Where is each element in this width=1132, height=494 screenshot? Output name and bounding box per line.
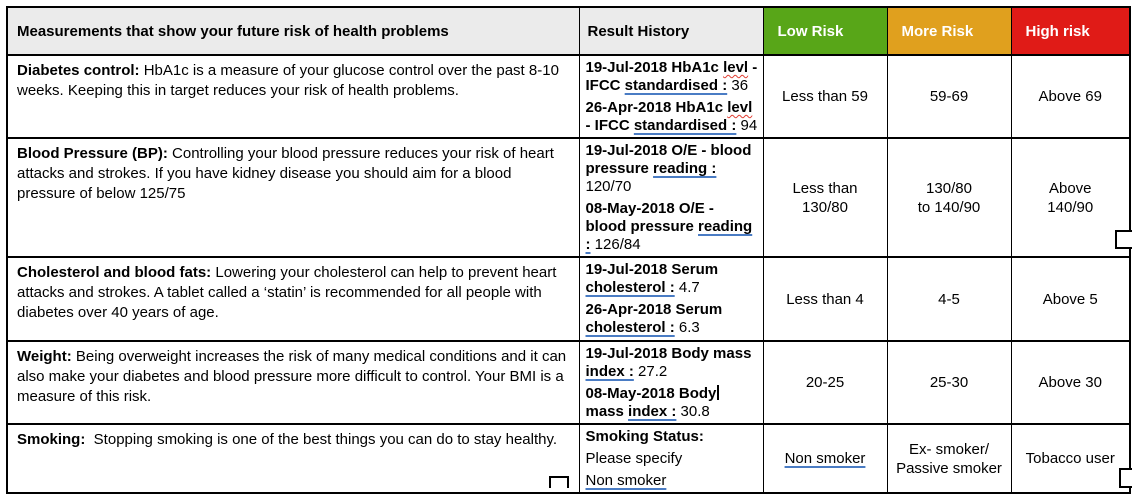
risk-range-line: 59-69: [929, 88, 969, 105]
table-resize-handle-corner[interactable]: [1119, 468, 1132, 488]
result-text: 126/84: [590, 236, 641, 253]
more-risk-value-diabetes-control: [887, 55, 1011, 138]
table-row-diabetes-control: [7, 55, 1130, 138]
risk-range-line: 25-30: [929, 374, 969, 391]
result-line: [586, 450, 759, 468]
result-history-diabetes-control: [579, 55, 763, 138]
result-entry: [586, 385, 759, 421]
result-text: - IFCC: [585, 117, 634, 134]
result-text: 30.8: [676, 403, 710, 420]
result-text: 6.3: [674, 319, 700, 336]
result-text: 08-May-2018 Body: [585, 385, 717, 402]
result-line: [586, 428, 759, 446]
result-text: blood pressure: [585, 218, 699, 235]
result-line: [586, 117, 759, 135]
risk-range-line: Ex- smoker/: [908, 440, 989, 458]
column-header-result-history: Result History: [579, 7, 763, 55]
high-risk-value-blood-pressure: [1011, 138, 1130, 257]
result-entry: [586, 200, 759, 254]
result-text: Please specify: [585, 450, 683, 467]
result-text: IFCC: [585, 77, 625, 94]
result-text: 27.2: [633, 363, 668, 380]
table-row-weight: [7, 341, 1130, 424]
result-line: [586, 59, 759, 77]
result-line: [586, 261, 759, 279]
result-history-smoking: [579, 424, 763, 493]
result-line: [586, 200, 759, 218]
clinical-term-link[interactable]: standardised :: [624, 77, 728, 94]
low-risk-value-blood-pressure: [763, 138, 887, 257]
result-text: 19-Jul-2018 Serum: [585, 261, 719, 278]
result-history-weight: [579, 341, 763, 424]
risk-range-line: 4-5: [938, 290, 960, 308]
result-text: 94: [736, 117, 758, 134]
measurement-text: HbA1c is a measure of your glucose control over the past 8-10 weeks. Keeping this in target reduces your risk of health problems.: [17, 62, 559, 99]
result-text: 19-Jul-2018 Body mass: [585, 345, 752, 362]
column-header-low-risk: Low Risk: [763, 7, 887, 55]
measurement-text: Controlling your blood pressure reduces your risk of heart attacks and strokes. If you have kidney disease you should aim for a blood pressure of below 125/75: [17, 145, 554, 202]
table-resize-handle-bottom[interactable]: [549, 476, 569, 488]
result-text: Smoking Status:: [585, 428, 704, 445]
result-text: 08-May-2018 O/E -: [585, 200, 714, 217]
risk-range-line: Less than 4: [786, 290, 864, 308]
low-risk-value-cholesterol: [763, 257, 887, 341]
result-text: levl: [723, 59, 749, 76]
clinical-term-link[interactable]: standardised :: [633, 117, 737, 134]
clinical-term-link[interactable]: :: [585, 236, 591, 253]
result-text: levl: [727, 99, 753, 116]
result-text: 26-Apr-2018 Serum: [585, 301, 723, 318]
result-entry: [586, 428, 759, 446]
risk-range-line: Tobacco user: [1025, 450, 1115, 467]
measurement-label: Cholesterol and blood fats:: [17, 264, 212, 281]
risk-range-line: Above 30: [1038, 374, 1102, 391]
health-risk-table: [6, 6, 1131, 494]
result-text: 36: [727, 77, 749, 94]
result-line: [586, 160, 759, 178]
result-entry: [586, 261, 759, 297]
more-risk-value-cholesterol: [887, 257, 1011, 341]
risk-range-line: 20-25: [805, 374, 845, 391]
high-risk-value-diabetes-control: [1011, 55, 1130, 138]
column-header-measurements: Measurements that show your future risk of health problems: [7, 7, 579, 55]
risk-table-body: [7, 55, 1130, 493]
risk-range-line: 130/80: [926, 179, 972, 197]
result-entry: [586, 99, 759, 135]
low-risk-value-smoking: [763, 424, 887, 493]
result-entry: [586, 59, 759, 95]
table-row-blood-pressure: [7, 138, 1130, 257]
result-text: -: [748, 59, 758, 76]
result-entry: [586, 345, 759, 381]
high-risk-value-cholesterol: [1011, 257, 1130, 341]
result-text: pressure: [585, 160, 654, 177]
more-risk-value-blood-pressure: [887, 138, 1011, 257]
risk-range-line: Less than 59: [782, 88, 868, 105]
result-entry: [586, 142, 759, 196]
table-row-cholesterol: [7, 257, 1130, 341]
measurement-text: Lowering your cholesterol can help to prevent heart attacks and strokes. A tablet called a ‘statin’ is recommended for all people with diabetes over 40 years of age.: [17, 264, 557, 321]
result-entry: [586, 450, 759, 468]
table-header-row: [7, 7, 1130, 55]
high-risk-value-weight: [1011, 341, 1130, 424]
result-line: [586, 178, 759, 196]
measurement-text: Stopping smoking is one of the best things you can do to stay healthy.: [85, 431, 558, 448]
result-line: [586, 319, 759, 337]
result-line: [586, 236, 759, 254]
clinical-term-link[interactable]: cholesterol :: [585, 279, 675, 296]
measurement-label: Weight:: [17, 348, 72, 365]
column-header-high-risk: High risk: [1011, 7, 1130, 55]
risk-range-line: Above: [1048, 179, 1092, 197]
measurement-description-blood-pressure: [7, 138, 579, 257]
result-text: mass: [585, 403, 629, 420]
measurement-label: Blood Pressure (BP):: [17, 145, 168, 162]
result-text: 19-Jul-2018 HbA1c: [585, 59, 724, 76]
result-line: [586, 77, 759, 95]
result-line: [586, 301, 759, 319]
result-line: [586, 403, 759, 421]
result-line: [586, 363, 759, 381]
result-entry: [586, 301, 759, 337]
high-risk-value-smoking: [1011, 424, 1130, 493]
risk-range-line: Above 5: [1042, 290, 1098, 308]
table-resize-handle-right[interactable]: [1115, 230, 1132, 249]
measurement-label: Smoking:: [17, 431, 86, 448]
risk-range-line: 140/90: [1047, 198, 1094, 216]
risk-range-line: Above 69: [1038, 88, 1102, 105]
risk-range-line: Less than: [792, 179, 858, 197]
measurement-text: Being overweight increases the risk of many medical conditions and it can also make your diabetes and blood pressure more difficult to control. Your BMI is a measure of this risk.: [17, 348, 567, 405]
measurement-description-weight: [7, 341, 579, 424]
clinical-term-link[interactable]: Non smoker: [585, 472, 667, 489]
result-line: [586, 142, 759, 160]
result-line: [586, 472, 759, 490]
result-history-cholesterol: [579, 257, 763, 341]
result-line: [586, 385, 759, 403]
text-caret-icon: [717, 385, 719, 400]
clinical-term-link[interactable]: reading :: [653, 160, 717, 177]
clinical-term-link[interactable]: cholesterol :: [585, 319, 675, 336]
result-history-blood-pressure: [579, 138, 763, 257]
result-line: [586, 345, 759, 363]
risk-range-line: 130/80: [802, 198, 848, 216]
result-text: 26-Apr-2018 HbA1c: [585, 99, 728, 116]
clinical-term-link[interactable]: reading: [698, 218, 753, 235]
measurement-description-cholesterol: [7, 257, 579, 341]
measurement-description-smoking: [7, 424, 579, 493]
risk-range-line: Passive smoker: [896, 459, 1002, 477]
more-risk-value-weight: [887, 341, 1011, 424]
result-text: 120/70: [585, 178, 632, 195]
low-risk-value-diabetes-control: [763, 55, 887, 138]
clinical-term-link[interactable]: index :: [628, 403, 677, 420]
result-text: 19-Jul-2018 O/E - blood: [585, 142, 752, 159]
risk-range-line: to 140/90: [917, 198, 981, 216]
result-line: [586, 218, 759, 236]
measurement-description-diabetes-control: [7, 55, 579, 138]
result-entry: [586, 472, 759, 490]
clinical-term-link[interactable]: index :: [585, 363, 634, 380]
low-risk-value-weight: [763, 341, 887, 424]
result-text: 4.7: [674, 279, 700, 296]
column-header-more-risk: More Risk: [887, 7, 1011, 55]
risk-range-link[interactable]: Non smoker: [784, 450, 866, 467]
result-line: [586, 99, 759, 117]
more-risk-value-smoking: [887, 424, 1011, 493]
result-line: [586, 279, 759, 297]
measurement-label: Diabetes control:: [17, 62, 140, 79]
risk-range-line: [766, 449, 885, 468]
